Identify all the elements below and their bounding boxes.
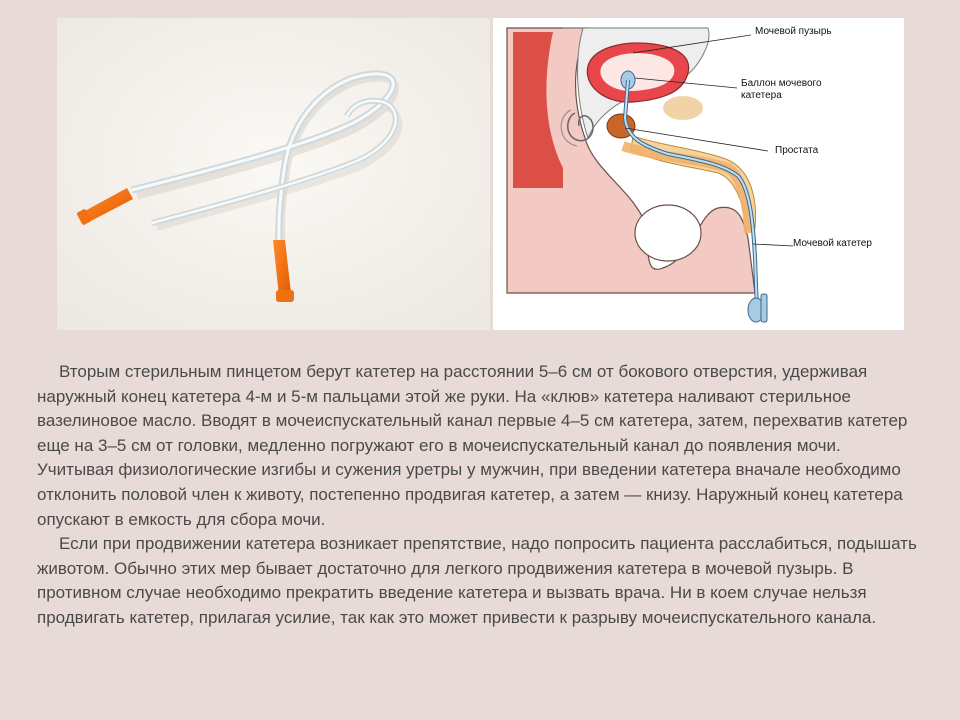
label-balloon: Баллон мочевого катетера	[741, 78, 822, 101]
paragraph-2: Если при продвижении катетера возникает препятствие, надо попросить пациента расслабиться, подышать животом. Обычно этих мер бывает достаточно для легкого продвижения катетера в мочевой пузырь. В противном случае необходимо прекратить введение катетера и вызвать врача. Ни в коем случае нельзя продвигать катетер, прилагая усилие, так как это может привести к разрыву мочеиспускательного канала.	[37, 534, 917, 627]
catheter-image	[57, 18, 490, 330]
label-bladder: Мочевой пузырь	[755, 26, 832, 37]
anatomy-illustration	[493, 18, 904, 330]
paragraph-1: Вторым стерильным пинцетом берут катетер на расстоянии 5–6 см от бокового отверстия, удерживая наружный конец катетера 4-м и 5-м пальцами этой же руки. На «клюв» катетера наливают стерильное вазелиновое масло. Вводят в мочеиспускательный канал первые 4–5 см катетера, затем, перехватив катетер еще на 3–5 см от головки, медленно погружают его в мочеиспускательный канал до появления мочи. Учитывая физиологические изгибы и сужения уретры у мужчин, при введении катетера вначале необходимо отклонить половой член к животу, постепенно продвигая катетер, а затем — книзу. Наружный конец катетера опускают в емкость для сбора мочи.	[37, 362, 908, 529]
instruction-text	[37, 360, 917, 631]
label-prostate: Простата	[775, 145, 819, 156]
label-catheter: Мочевой катетер	[793, 238, 872, 249]
catheter-photo	[57, 18, 490, 330]
anatomy-diagram	[493, 18, 904, 330]
